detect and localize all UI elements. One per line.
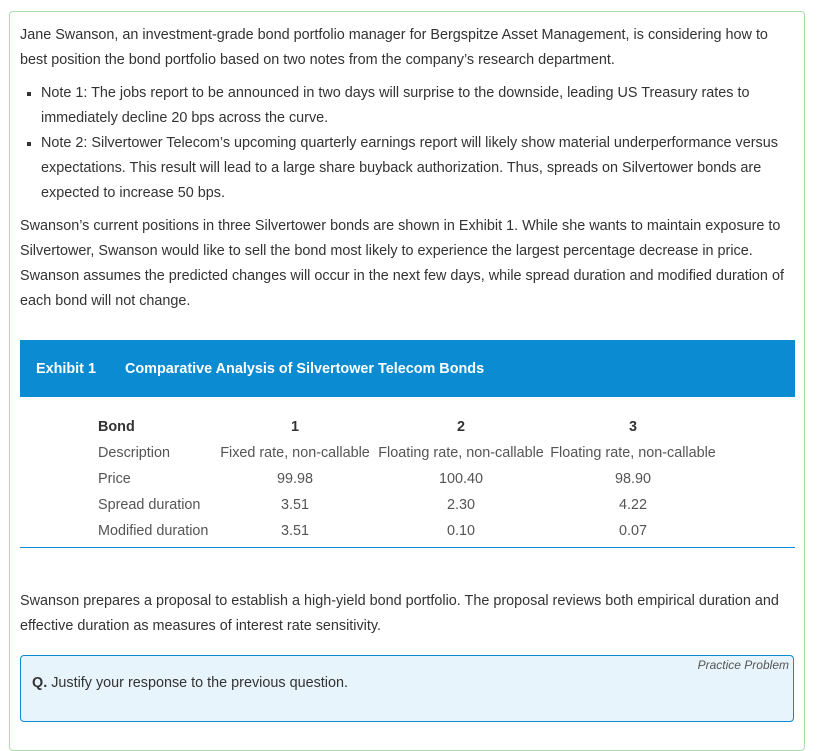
question-prefix: Q. xyxy=(32,675,48,691)
table-row xyxy=(98,440,717,466)
table-cell: 98.90 xyxy=(614,471,651,487)
article-body xyxy=(20,23,795,314)
table-cell: 2.30 xyxy=(446,497,475,513)
positions-paragraph: Swanson’s current positions in three Silvertower bonds are shown in Exhibit 1. While she wants to maintain exposure to Silvertower, Swanson would like to sell the bond most likely to experience the largest percentage decrease in price. Swanson assumes the predicted changes will occur in the next few days, while spread duration and modified duration of each bond will not change. xyxy=(20,218,784,309)
row-label: Modified duration xyxy=(98,523,209,539)
notes-list xyxy=(20,81,795,206)
table-cell: Floating rate, non-callable xyxy=(550,445,716,461)
table-header-row xyxy=(98,414,717,440)
question-text xyxy=(32,675,348,691)
row-label: Price xyxy=(98,471,131,487)
exhibit-label: Exhibit 1 xyxy=(36,360,96,377)
table-row xyxy=(98,466,717,492)
column-header-bond: Bond xyxy=(98,419,135,435)
exhibit-header xyxy=(20,340,795,397)
intro-paragraph: Jane Swanson, an investment-grade bond portfolio manager for Bergspitze Asset Management, is considering how to best position the bond portfolio based on two notes from the company’s research department. xyxy=(20,27,768,68)
table-cell: 99.98 xyxy=(276,471,313,487)
exhibit-1 xyxy=(20,340,795,548)
exhibit-bottom-rule xyxy=(20,547,795,548)
column-header-3: 3 xyxy=(628,419,637,435)
table-cell: Fixed rate, non-callable xyxy=(220,445,370,461)
table-cell: 3.51 xyxy=(280,523,309,539)
note-1: Note 1: The jobs report to be announced in two days will surprise to the downside, leading US Treasury rates to immediately decline 20 bps across the curve. xyxy=(41,81,795,131)
table-cell: 0.10 xyxy=(446,523,475,539)
column-header-1: 1 xyxy=(290,419,299,435)
table-row xyxy=(98,492,717,518)
note-2: Note 2: Silvertower Telecom’s upcoming quarterly earnings report will likely show material underperformance versus expectations. This result will lead to a large share buyback authorization. Thus, spreads on Silvertower bonds are expected to increase 50 bps. xyxy=(41,131,795,206)
table-cell: 100.40 xyxy=(438,471,483,487)
question-body: Justify your response to the previous question. xyxy=(51,675,348,691)
table-cell: 4.22 xyxy=(618,497,647,513)
practice-question-box xyxy=(20,655,794,722)
bonds-table xyxy=(98,414,717,544)
table-cell: 3.51 xyxy=(280,497,309,513)
practice-problem-tag: Practice Problem xyxy=(697,658,789,672)
column-header-2: 2 xyxy=(456,419,465,435)
table-cell: Floating rate, non-callable xyxy=(378,445,544,461)
table-row xyxy=(98,518,717,544)
table-cell: 0.07 xyxy=(618,523,647,539)
row-label: Description xyxy=(98,445,170,461)
proposal-paragraph: Swanson prepares a proposal to establish a high-yield bond portfolio. The proposal reviews both empirical duration and effective duration as measures of interest rate sensitivity. xyxy=(20,593,779,634)
row-label: Spread duration xyxy=(98,497,201,513)
exhibit-title: Comparative Analysis of Silvertower Telecom Bonds xyxy=(125,360,485,377)
